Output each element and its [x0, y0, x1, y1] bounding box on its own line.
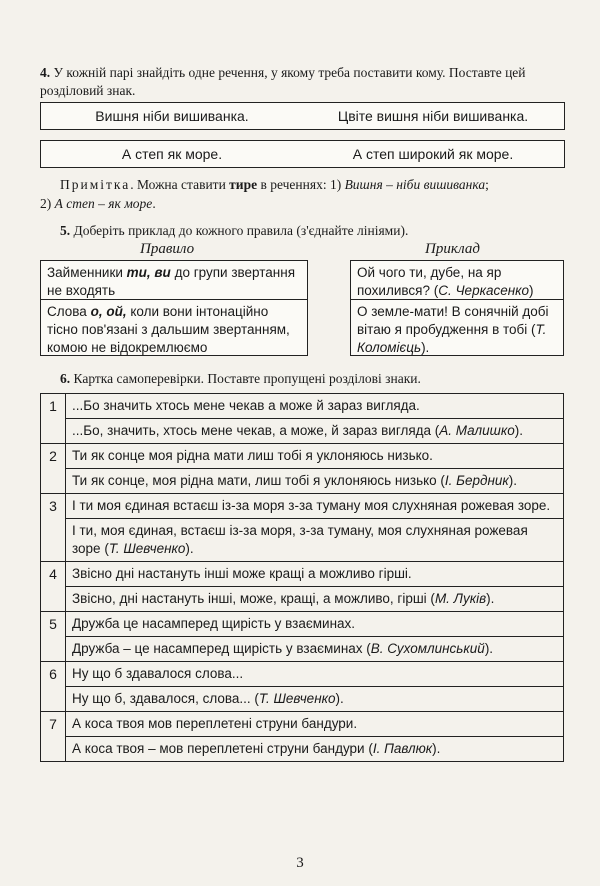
- example-1: [350, 260, 564, 300]
- task6-instruction: [40, 370, 565, 388]
- answer-end: ).: [514, 423, 523, 438]
- answer-end: ).: [486, 591, 495, 606]
- answer-end: ).: [508, 473, 518, 488]
- answer-text: ...Бо, значить, хтось мене чекав, а може, й зараз вигляда (: [72, 423, 440, 438]
- task4-number: 4.: [40, 65, 51, 80]
- task6-text: Картка самоперевірки. Поставте пропущені розділові знаки.: [73, 371, 421, 386]
- note-text-1: . Можна ставити: [130, 177, 230, 192]
- answer-end: ).: [335, 691, 344, 706]
- card-row-answer: [41, 469, 564, 494]
- note-example-2: А степ – як море: [54, 196, 153, 211]
- answer-text: Ти як сонце, моя рідна мати, лиш тобі я уклоняюсь низько (: [72, 473, 445, 488]
- answer-author: І. Павлюк: [372, 741, 433, 756]
- example1-end: ): [529, 283, 534, 298]
- row-number: 1: [41, 394, 66, 444]
- card-row-question: [41, 712, 564, 737]
- row-number: 2: [41, 444, 66, 494]
- card-row-question: [41, 444, 564, 469]
- pair2-option2-text: А степ широкий як море.: [352, 146, 514, 162]
- pair2-option1: [40, 140, 304, 168]
- sentence-with-punctuation: [66, 637, 564, 662]
- card-row-answer: [41, 587, 564, 612]
- task4-instruction: [40, 64, 565, 100]
- self-check-card: [40, 393, 564, 762]
- sentence-without-punctuation: Звісно дні настануть інші може кращі а можливо гірші.: [66, 562, 564, 587]
- sentence-with-punctuation: [66, 737, 564, 762]
- row-number: 3: [41, 494, 66, 562]
- answer-author: М. Луків: [434, 591, 487, 606]
- sentence-without-punctuation: Ну що б здавалося слова...: [66, 662, 564, 687]
- answer-end: ).: [185, 541, 194, 556]
- pair1-option1: [40, 102, 304, 130]
- answer-text: Дружба – це насамперед щирість у взаєминах (: [72, 641, 371, 656]
- card-row-answer: [41, 419, 564, 444]
- example-header: Приклад: [425, 241, 480, 257]
- task5-number: 5.: [60, 223, 71, 238]
- sentence-without-punctuation: ...Бо значить хтось мене чекав а може й зараз вигляда.: [66, 394, 564, 419]
- note-text-3: ;: [485, 177, 489, 192]
- example1-author: С. Черкасенко: [438, 283, 530, 298]
- note-text-4: 2): [40, 196, 55, 211]
- card-row-question: [41, 394, 564, 419]
- row-number: 5: [41, 612, 66, 662]
- card-row-question: [41, 562, 564, 587]
- sentence-without-punctuation: Ти як сонце моя рідна мати лиш тобі я уклоняюсь низько.: [66, 444, 564, 469]
- answer-end: ).: [432, 741, 441, 756]
- sentence-without-punctuation: Дружба це насамперед щирість у взаєминах.: [66, 612, 564, 637]
- example2-author: Т. Коломієць: [357, 322, 547, 355]
- answer-author: Т. Шевченко: [258, 691, 336, 706]
- example1-text: Ой чого ти, дубе, на яр похилився? (: [357, 265, 502, 298]
- row-number: 7: [41, 712, 66, 762]
- page-number: 3: [296, 855, 304, 871]
- answer-text: Ну що б, здавалося, слова... (: [72, 691, 259, 706]
- answer-end: ).: [484, 641, 494, 656]
- pair1-option2: [302, 102, 565, 130]
- rule-header: Правило: [140, 241, 195, 257]
- card-row-question: [41, 612, 564, 637]
- sentence-with-punctuation: [66, 419, 564, 444]
- note-example-1: Вишня – ніби вишиванка: [344, 177, 486, 192]
- task5-text: Доберіть приклад до кожного правила (з'єднайте лініями).: [73, 223, 409, 238]
- task6-number: 6.: [60, 371, 71, 386]
- note-bold: тире: [229, 177, 258, 192]
- sentence-with-punctuation: [66, 519, 564, 562]
- rule1-part-b: ти, ви: [126, 265, 171, 280]
- answer-text: І ти, моя єдиная, встаєш із-за моря, з-за туману, моя слухняная рожевая зоре (: [72, 523, 528, 556]
- row-number: 6: [41, 662, 66, 712]
- answer-author: І. Бердник: [444, 473, 509, 488]
- rule2-part-b: о, ой,: [90, 304, 127, 319]
- card-row-answer: [41, 687, 564, 712]
- row-number: 4: [41, 562, 66, 612]
- pair1-option2-text: Цвіте вишня ніби вишиванка.: [337, 108, 529, 124]
- rule2-part-c: коли вони інтонаційно тісно пов'язані з дальшим звертанням, комою не відокремлюємо: [47, 304, 290, 355]
- answer-author: В. Сухомлинський: [370, 641, 485, 656]
- sentence-with-punctuation: [66, 587, 564, 612]
- example2-end: ).: [421, 340, 430, 355]
- card-row-answer: [41, 737, 564, 762]
- rule-2: [40, 300, 308, 356]
- card-row-question: [41, 494, 564, 519]
- sentence-with-punctuation: [66, 469, 564, 494]
- sentence-without-punctuation: А коса твоя мов переплетені струни бандури.: [66, 712, 564, 737]
- note-end: .: [152, 196, 156, 211]
- rule2-part-a: Слова: [47, 304, 91, 319]
- sentence-with-punctuation: [66, 687, 564, 712]
- example2-text: О земле-мати! В сонячній добі вітаю я пробудження в тобі (: [357, 304, 549, 337]
- rule1-part-c: до групи звертання не входять: [47, 265, 296, 298]
- rule1-part-a: Займенники: [47, 265, 127, 280]
- answer-author: А. Малишко: [439, 423, 515, 438]
- card-row-answer: [41, 519, 564, 562]
- task4-note: [40, 175, 565, 213]
- note-text-2: в реченнях: 1): [257, 177, 345, 192]
- card-row-answer: [41, 637, 564, 662]
- pair1-option1-text: Вишня ніби вишиванка.: [95, 108, 249, 124]
- rule-1: [40, 260, 308, 300]
- answer-text: А коса твоя – мов переплетені струни бандури (: [72, 741, 373, 756]
- task5-instruction: [40, 222, 565, 240]
- task4-text: У кожній парі знайдіть одне речення, у якому треба поставити кому. Поставте цей розділовий знак.: [40, 65, 526, 98]
- example-2: [350, 300, 564, 356]
- card-row-question: [41, 662, 564, 687]
- sentence-without-punctuation: І ти моя єдиная встаєш із-за моря з-за туману моя слухняная рожевая зоре.: [66, 494, 564, 519]
- answer-text: Звісно, дні настануть інші, може, кращі, а можливо, гірші (: [72, 591, 435, 606]
- pair2-option2: [302, 140, 565, 168]
- pair2-option1-text: А степ як море.: [121, 146, 223, 162]
- note-label: Примітка: [60, 177, 131, 192]
- answer-author: Т. Шевченко: [108, 541, 186, 556]
